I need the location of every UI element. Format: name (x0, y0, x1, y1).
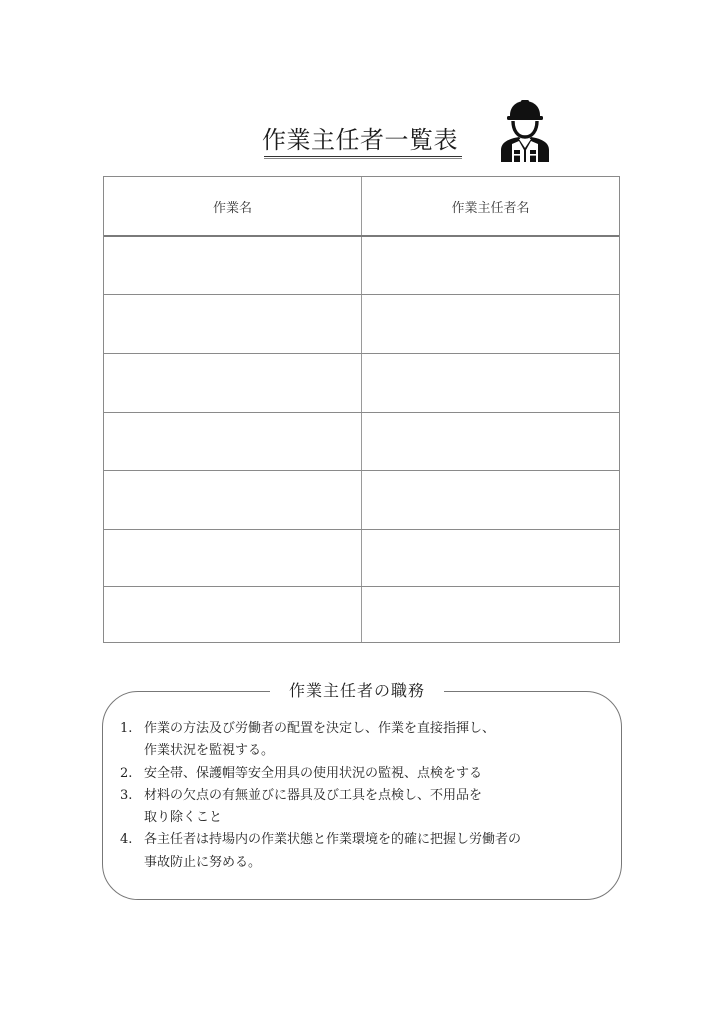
supervisor-name-cell[interactable] (362, 471, 619, 529)
task-name-cell[interactable] (104, 587, 362, 642)
duties-list (120, 718, 600, 874)
duty-text: 各主任者は持場内の作業状態と作業環境を的確に把握し労働者の (144, 832, 522, 848)
task-name-cell[interactable] (104, 295, 362, 353)
task-name-cell[interactable] (104, 530, 362, 586)
duty-item (120, 829, 600, 874)
duties-title: 作業主任者の職務 (270, 680, 444, 704)
duty-number: 1. (120, 721, 133, 736)
duty-number: 3. (120, 787, 133, 803)
supervisor-name-cell[interactable] (362, 530, 619, 586)
duty-text: 作業の方法及び労働者の配置を決定し、作業を直接指揮し、 (144, 721, 496, 736)
header-supervisor-name: 作業主任者名 (451, 200, 530, 216)
duty-text: 安全帯、保護帽等安全用具の使用状況の監視、点検をする (144, 765, 483, 781)
table-header-row (104, 177, 619, 237)
supervisor-name-cell[interactable] (362, 237, 619, 294)
supervisor-name-cell[interactable] (362, 295, 619, 353)
header-task-name: 作業名 (104, 177, 362, 235)
table-row (104, 471, 619, 530)
title-underline (264, 156, 462, 159)
table-row (104, 295, 619, 354)
duty-item (120, 785, 600, 830)
duty-number: 4. (120, 832, 133, 848)
supervisor-name-cell[interactable] (362, 587, 619, 642)
supervisor-name-cell[interactable] (362, 413, 619, 470)
duty-number: 2. (120, 765, 133, 781)
duty-text: 取り除くこと (144, 810, 223, 826)
table-row (104, 354, 619, 413)
table-row (104, 413, 619, 471)
table-row (104, 587, 619, 642)
construction-worker-icon (497, 100, 553, 162)
duty-text: 作業状況を監視する。 (144, 743, 275, 759)
task-name-cell[interactable] (104, 237, 362, 294)
table-row (104, 237, 619, 295)
task-name-cell[interactable] (104, 354, 362, 412)
page-title: 作業主任者一覧表 (262, 126, 458, 154)
supervisor-name-cell[interactable] (362, 354, 619, 412)
supervisor-table (103, 176, 620, 643)
duty-text: 材料の欠点の有無並びに器具及び工具を点検し、不用品を (144, 787, 483, 803)
duty-item (120, 763, 600, 785)
task-name-cell[interactable] (104, 471, 362, 529)
duty-text: 事故防止に努める。 (144, 854, 262, 870)
table-row (104, 530, 619, 587)
duty-item (120, 718, 600, 763)
page-title-block (262, 124, 464, 160)
task-name-cell[interactable] (104, 413, 362, 470)
